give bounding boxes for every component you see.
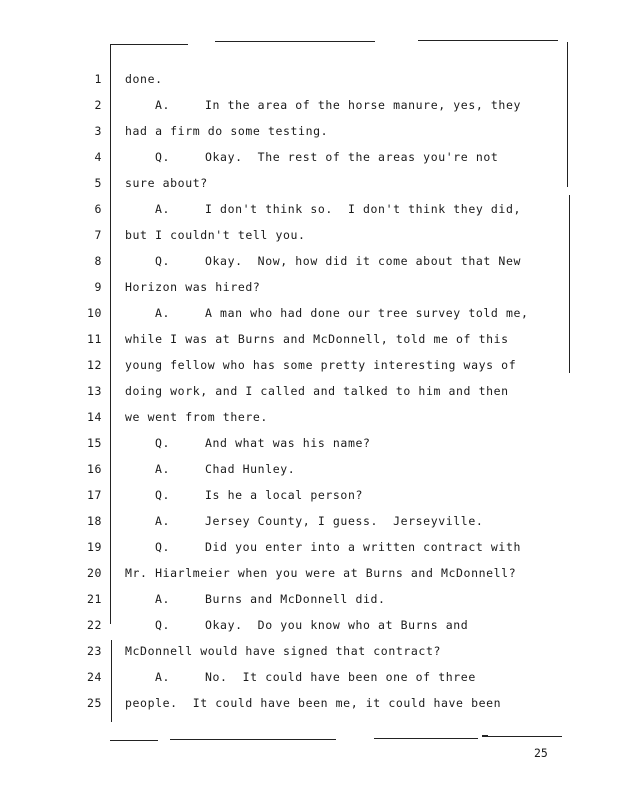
speaker-label: Q. [155, 436, 171, 450]
line-text [125, 690, 501, 716]
line-body: Jersey County, I guess. Jerseyville. [205, 514, 484, 528]
line-number: 9 [94, 280, 102, 294]
transcript-line [0, 404, 618, 430]
line-text [155, 482, 363, 508]
speaker-label: Q. [155, 254, 171, 268]
line-text [125, 638, 441, 664]
transcript-line [0, 430, 618, 456]
line-number: 1 [94, 72, 102, 86]
line-text [155, 196, 521, 222]
transcript-line [0, 118, 618, 144]
line-body: Chad Hunley. [205, 462, 296, 476]
line-number: 18 [86, 514, 102, 528]
line-body: Horizon was hired? [125, 280, 261, 294]
bottom-border-segment-c [374, 738, 478, 739]
transcript-line [0, 274, 618, 300]
line-text [125, 274, 260, 300]
page-number: 25 [534, 746, 548, 760]
line-body: Okay. Now, how did it come about that New [205, 254, 521, 268]
speaker-label: Q. [155, 618, 171, 632]
line-number: 3 [94, 124, 102, 138]
line-text [155, 456, 295, 482]
line-number: 17 [86, 488, 102, 502]
line-number: 19 [86, 540, 102, 554]
line-number: 8 [94, 254, 102, 268]
top-border-segment-right [418, 40, 558, 41]
transcript-line [0, 196, 618, 222]
line-body: In the area of the horse manure, yes, they [205, 98, 521, 112]
line-number: 22 [86, 618, 102, 632]
line-number: 12 [86, 358, 102, 372]
line-text [125, 118, 328, 144]
speaker-label: A. [155, 514, 171, 528]
line-number: 15 [86, 436, 102, 450]
line-number: 25 [86, 696, 102, 710]
line-number: 20 [86, 566, 102, 580]
line-body: we went from there. [125, 410, 268, 424]
line-number: 13 [86, 384, 102, 398]
transcript-line [0, 248, 618, 274]
transcript-line [0, 222, 618, 248]
speaker-label: A. [155, 98, 171, 112]
speaker-label: Q. [155, 150, 171, 164]
line-body: No. It could have been one of three [205, 670, 476, 684]
line-number: 11 [86, 332, 102, 346]
line-text [125, 222, 306, 248]
transcript-line [0, 456, 618, 482]
line-text [125, 352, 516, 378]
line-number: 5 [94, 176, 102, 190]
speaker-label: A. [155, 306, 171, 320]
line-number: 10 [86, 306, 102, 320]
speaker-label: Q. [155, 540, 171, 554]
line-body: Is he a local person? [205, 488, 363, 502]
line-number: 4 [94, 150, 102, 164]
transcript-line [0, 638, 618, 664]
transcript-line [0, 352, 618, 378]
transcript-line [0, 560, 618, 586]
line-text [125, 66, 163, 92]
line-body: young fellow who has some pretty interesting ways of [125, 358, 517, 372]
line-text [125, 326, 509, 352]
transcript-line [0, 144, 618, 170]
line-body: Okay. The rest of the areas you're not [205, 150, 499, 164]
bottom-border-segment-d [482, 736, 562, 737]
transcript-line [0, 482, 618, 508]
line-text [155, 300, 529, 326]
line-text [155, 586, 386, 612]
line-body: but I couldn't tell you. [125, 228, 306, 242]
line-number: 14 [86, 410, 102, 424]
speaker-label: A. [155, 202, 171, 216]
line-text [155, 430, 371, 456]
transcript-line [0, 92, 618, 118]
speaker-label: Q. [155, 488, 171, 502]
line-body: had a firm do some testing. [125, 124, 329, 138]
bottom-border-tick [482, 735, 488, 737]
transcript-line [0, 586, 618, 612]
transcript-line [0, 612, 618, 638]
line-body: McDonnell would have signed that contract? [125, 644, 441, 658]
line-text [155, 664, 476, 690]
line-body: done. [125, 72, 163, 86]
line-number: 24 [86, 670, 102, 684]
speaker-label: A. [155, 670, 171, 684]
transcript-line [0, 534, 618, 560]
transcript-line [0, 378, 618, 404]
line-text [125, 170, 208, 196]
line-body: while I was at Burns and McDonnell, told me of this [125, 332, 509, 346]
bottom-border-segment-b [170, 739, 336, 740]
transcript-line [0, 664, 618, 690]
line-number: 16 [86, 462, 102, 476]
line-body: Burns and McDonnell did. [205, 592, 386, 606]
line-number: 7 [94, 228, 102, 242]
line-body: Okay. Do you know who at Burns and [205, 618, 469, 632]
transcript-line [0, 170, 618, 196]
bottom-border-segment-a [110, 740, 158, 741]
speaker-label: A. [155, 462, 171, 476]
line-body: I don't think so. I don't think they did, [205, 202, 521, 216]
line-text [125, 404, 268, 430]
line-body: people. It could have been me, it could have been [125, 696, 502, 710]
line-text [155, 534, 521, 560]
line-number: 21 [86, 592, 102, 606]
transcript-line [0, 508, 618, 534]
top-border-segment-mid [215, 41, 375, 42]
line-body: Mr. Hiarlmeier when you were at Burns and McDonnell? [125, 566, 517, 580]
line-text [155, 144, 498, 170]
line-body: sure about? [125, 176, 208, 190]
speaker-label: A. [155, 592, 171, 606]
line-text [155, 92, 521, 118]
line-body: A man who had done our tree survey told me, [205, 306, 529, 320]
transcript-line [0, 690, 618, 716]
transcript-line [0, 66, 618, 92]
line-text [155, 508, 483, 534]
line-body: Did you enter into a written contract with [205, 540, 521, 554]
line-body: doing work, and I called and talked to him and then [125, 384, 509, 398]
line-text [155, 248, 521, 274]
line-number: 23 [86, 644, 102, 658]
line-text [125, 560, 516, 586]
line-number: 6 [94, 202, 102, 216]
line-body: And what was his name? [205, 436, 371, 450]
line-number: 2 [94, 98, 102, 112]
top-border-segment-left [110, 44, 188, 45]
line-text [155, 612, 468, 638]
line-text [125, 378, 509, 404]
transcript-line [0, 326, 618, 352]
transcript-line [0, 300, 618, 326]
